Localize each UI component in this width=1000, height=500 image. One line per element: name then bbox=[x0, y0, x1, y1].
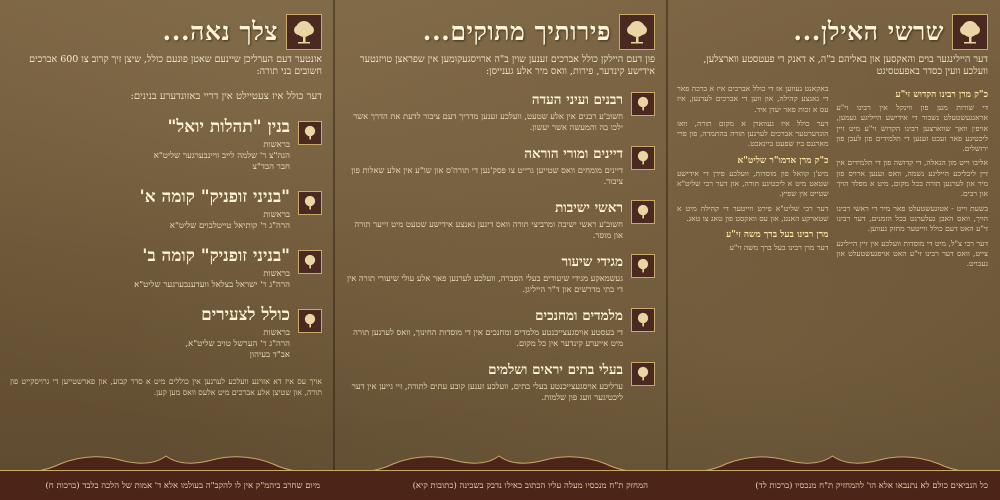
column-a bbox=[837, 84, 989, 273]
list-item bbox=[344, 254, 655, 294]
quote-source: (ברכות ח) bbox=[45, 481, 80, 491]
paragraph: דער רבי שליט"א פירט ווייטער די קהילה מיט א שטארקע האנט, און עס וואקסט פון טאג צו טאג. bbox=[677, 203, 829, 223]
tree-icon bbox=[631, 146, 655, 170]
tree-icon bbox=[298, 250, 322, 274]
subtitle: פון דעם היילקן כולל אברכים זענען שוין ב"ה ארויסגעקומען אין שפראצן טויזנטער אידישע קינדער, פירות, וואס מיר אלע גענייסן: bbox=[359, 54, 655, 77]
item-text: די בעסטע אויסגעצייכנטע מלמדים ומחנכים אין די מוסדות החינוך, וואס לערנען תורה מיט אייערע קינדער אין כל מקום. bbox=[353, 327, 623, 348]
section-heading: מרן רבינו בעל ברך משה זי"ע bbox=[726, 230, 829, 241]
item-title: מגידי שיעור bbox=[561, 254, 623, 270]
paragraph: בשעת וייט - אטוגעשטעלט פאר מיר די ראשי רבינו הויך, וואס האבן געלערנט בכל הזמנים, דער רבינו זי"ע האט דעם כולל ווייטער מחזק געווען. bbox=[836, 203, 988, 234]
entry-line: חבר הבד"צ bbox=[252, 162, 290, 172]
entry-line: אב"ד בעיהון bbox=[249, 350, 290, 360]
footer-paragraph: אויך עס איז דא אזוינע וועלכע לערנען אין כוללים מיט א סדר קבוע, און פארשטייען די גרויסקייט פון תורה, און שטיצן אלע אברכים מיט אלעס וואס מען קען. bbox=[10, 377, 322, 397]
item-text: געשמאקע מגידי שיעורים בעלי הסברה, וועלכע לערנען פאר אלע עולי שיעורי תורה אין די בתי מדרשים און ד"ר הייליגן. bbox=[347, 273, 623, 294]
paragraph: די שורות מען פון ווינקל אין רבינו זי"ע אראנגעשטעלט נשכור די אידישע הייליגע געמען, אויפ׳ן וואך שווארצען רבינו הקדוש זי"ע מיט זיין ליכטיגע פאר זעכט זענען די תלמידים פון לעבן פון ירושלים. bbox=[836, 103, 988, 154]
paragraph: אליבו וייט מון הגאלה, די קדושה פון די תלמידים אין זיין ליבליכע הייליגע נשמה, וואס זענען ארויס פון מיר און לערנען תורה בכל מקום, מיט א מפלד הויך און רבים. bbox=[836, 158, 988, 199]
kollel-label: דער כולל איז צעטיילט אין דריי באזונדערע בנינים: bbox=[130, 91, 322, 102]
item-text: חשוב'ע ראשי ישיבה ומרביצי תורה וואס דינען גאנצע אידישע שטעט מיט זייער תורה און מוסר. bbox=[354, 219, 623, 240]
panel-header bbox=[677, 14, 988, 50]
list-item bbox=[344, 308, 655, 348]
item-text: ערליכע אויסגעצייכנטע בעלי בתים, וועלכע זענען קובע עתים לתורה, זיי גייען אין דער ליכטיגער וועג פון שלמות. bbox=[351, 381, 623, 402]
panel-shade bbox=[0, 0, 334, 455]
tree-icon bbox=[286, 14, 322, 50]
quote-right bbox=[755, 480, 988, 491]
quote-left bbox=[45, 480, 320, 491]
entry-title: בנין "תהלות יואל" bbox=[167, 117, 290, 137]
tree-icon bbox=[298, 191, 322, 215]
building-entry bbox=[10, 246, 322, 291]
list-item bbox=[344, 362, 655, 402]
list-item bbox=[344, 200, 655, 240]
entry-title: "בניני זופניק" קומה ב' bbox=[142, 246, 290, 266]
item-text: חשוב'ע רבנים אין אלע שטעט, וועלכע זענען מדריך דעם ציבור לדעת את הדרך אשר ילכו בה והמעשה אשר יעשון. bbox=[353, 111, 623, 132]
tree-icon bbox=[298, 309, 322, 333]
tree-icon bbox=[952, 14, 988, 50]
quote-mid bbox=[413, 480, 648, 491]
entry-line: בראשות bbox=[263, 140, 290, 150]
paragraph: דער רבי צ"ל, מיט די מוסדות וועלכע אין זיין הייליגע צייט, וואס דער רבינו זי"ע האט אויפגעשטעלט און געבויט. bbox=[836, 238, 988, 269]
paragraph: דער מרן רבינו בעל ברך משה זי"ע bbox=[729, 243, 829, 253]
tree-icon bbox=[631, 200, 655, 224]
subtitle: דער היילינגער בוים והאקסען און באליהם ב"ה, א דאנק די פעטסטע ווארצלען, וועלכע וועין כסדר באפעטסיגט bbox=[703, 54, 988, 77]
panel-header bbox=[344, 14, 655, 50]
tree-icon bbox=[631, 362, 655, 386]
entry-line: הרה"ג ר' ישראל בצלאל וועדענבערגער שליט"א bbox=[134, 280, 290, 290]
tree-icon bbox=[298, 121, 322, 145]
building-entry bbox=[10, 305, 322, 361]
list-item bbox=[344, 92, 655, 132]
section-heading: כ"ק מרן רבינו הקדוש זי"ע bbox=[895, 90, 988, 100]
page-title: צלך נאה... bbox=[162, 17, 278, 46]
tree-icon bbox=[631, 308, 655, 332]
subtitle: אונטער דעם הערליכן שיינעם שאטן פונעם כולל, שיצן זיך קרוב צו 600 אברכים חשובים בני תורה: bbox=[29, 54, 322, 77]
entry-line: הרה"ג ר' הערשל טויב שליט"א, bbox=[185, 339, 290, 349]
item-title: ראשי ישיבות bbox=[555, 200, 623, 216]
item-title: רבנים ועיני העדה bbox=[531, 92, 623, 108]
tree-icon bbox=[631, 92, 655, 116]
page-title: פירותיך מתוקים... bbox=[422, 17, 611, 46]
entry-title: כולל לצעירים bbox=[201, 305, 290, 325]
item-title: דיינים ומורי הוראה bbox=[524, 146, 623, 162]
quote-text: מיום שחרב ביהמ"ק אין לו להקב"ה בעולמו אלא ד' אמות של הלכה בלבד bbox=[82, 481, 320, 491]
quote-text: כל הנביאים כולם לא נתנבאו אלא הו' להמחזיק ת"ח מנכסיו bbox=[795, 481, 988, 491]
paragraph: דער כולל איז געווארן א מקום תורה, וואו הונדערטער אברכים לערנען תורה בהתמדה, פון פרי מארגנס ביז שפעט ביינאכט. bbox=[677, 118, 829, 149]
tree-icon bbox=[619, 14, 655, 50]
list-item bbox=[344, 146, 655, 186]
page-title: שרשי האילן... bbox=[793, 17, 944, 46]
entry-line: בראשות bbox=[263, 269, 290, 279]
entry-line: הרה"ג ר' קותיאל טייטלבוים שליט"א bbox=[169, 221, 290, 231]
footer-band bbox=[0, 470, 1000, 500]
column-b bbox=[677, 84, 829, 273]
tree-icon bbox=[631, 254, 655, 278]
item-title: מלמדים ומחנכים bbox=[535, 308, 623, 324]
paragraph: באקאנט געווען אז די כולל אברכים איז א ברכה פאר די גאנצע קהילה, און ווען די אברכים לערנען, איז עס א זכות פאר יעדן איד. bbox=[677, 84, 829, 114]
quote-text: המחזק ת"ח מנכסיו מעלה עליו הכתוב כאילו נדבק בשכינה bbox=[459, 481, 648, 491]
quote-source: (כתובות קיא) bbox=[412, 481, 457, 491]
quote-source: (ברכות לד) bbox=[755, 481, 793, 491]
text-columns bbox=[677, 84, 988, 273]
entry-line: בראשות bbox=[263, 210, 290, 220]
entry-line: בראשות bbox=[263, 328, 290, 338]
building-entry bbox=[10, 187, 322, 232]
panel-header bbox=[10, 14, 322, 50]
item-text: דיינים מומחים וואס שטייען גרייט צו פסק'נען די תורה'ס און שו"ע אין אלע שאלות פון ציבור. bbox=[351, 165, 623, 186]
entry-line: הגה"צ ר' שלמה לייב וויינבערגער שליט"א bbox=[153, 151, 290, 161]
building-entry bbox=[10, 117, 322, 173]
entry-title: "בניני זופניק" קומה א' bbox=[139, 187, 290, 207]
panel-roots bbox=[667, 0, 1000, 455]
section-heading: כ"ק מרן אדמו"ר שליט"א bbox=[737, 155, 829, 166]
panel-fruits bbox=[334, 0, 667, 455]
item-title: בעלי בתים יראים ושלמים bbox=[488, 362, 623, 378]
paragraph: מיט'ן קוואל פון מוסדות, וועלכע פירן די אידישע שטאט מיט א ליכטיגע תורה, און דער רבי שליט"א שטייט אין שפיץ. bbox=[677, 168, 829, 199]
